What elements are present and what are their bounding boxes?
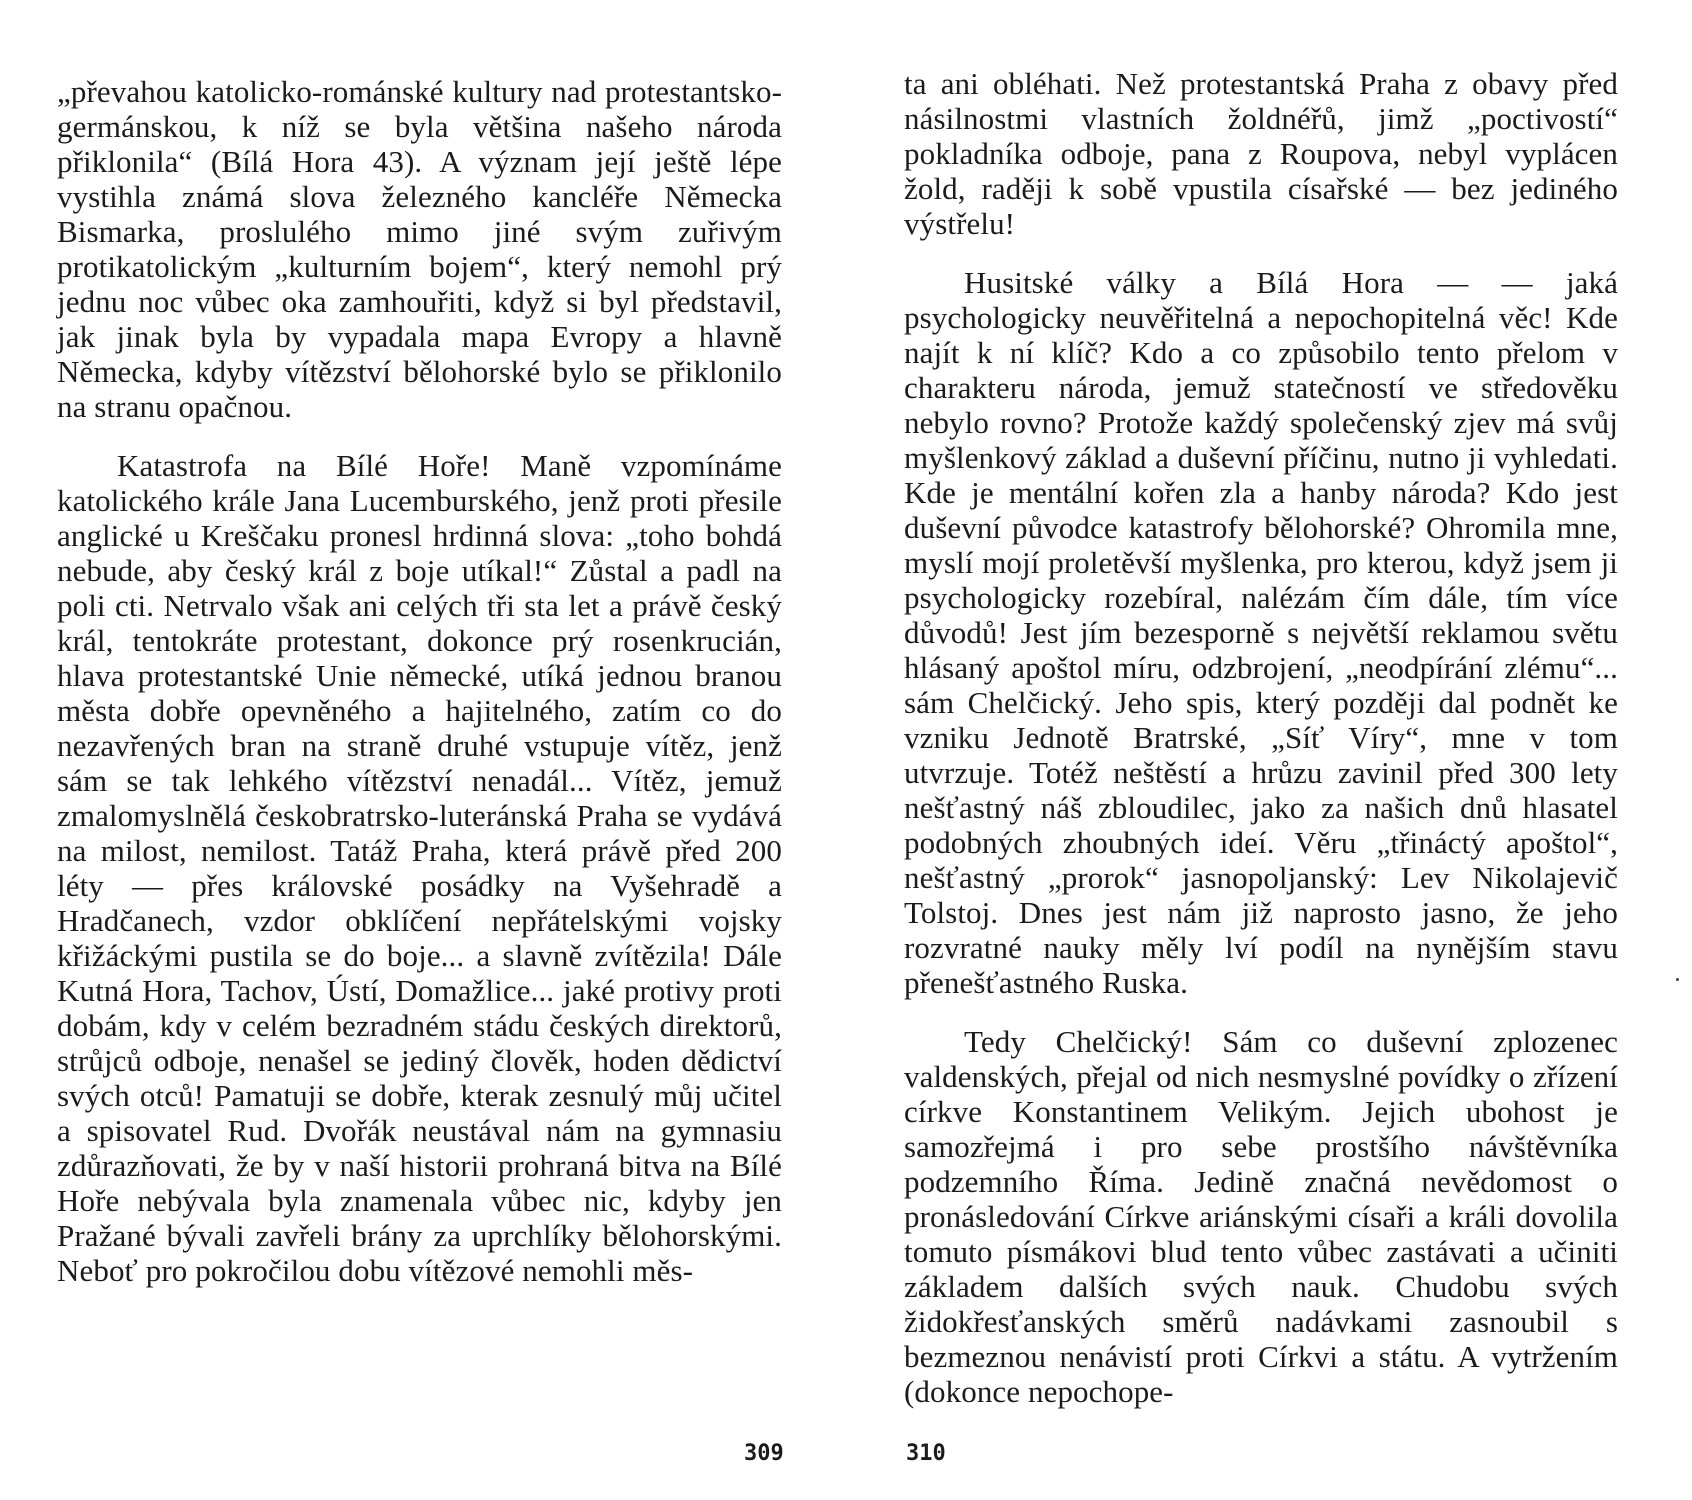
page-number: 310 xyxy=(906,1441,946,1466)
right-page-text xyxy=(904,66,1618,1433)
paragraph: ta ani obléhati. Než protestantská Praha z obavy před násilnostmi vlastních žoldnéřů, jimž „poctivostí“ pokladníka odboje, pana z Roupova, nebyl vyplácen žold, raději k sobě vpustila císařské — bez jediného výstřelu! xyxy=(904,66,1618,241)
paragraph: „převahou katolicko-románské kultury nad protestantsko-germánskou, k níž se byla většina našeho národa přiklonila“ (Bílá Hora 43). A význam její ještě lépe vystihla známá slova železného kancléře Německa Bismarka, proslulého mimo jiné svým zuřivým protikatolickým „kulturním bojem“, který nemohl prý jednu noc vůbec oka zamhouřiti, když si byl představil, jak jinak byla by vypadala mapa Evropy a hlavně Německa, kdyby vítězství bělohorské bylo se přiklonilo na stranu opačnou. xyxy=(57,74,782,424)
paragraph: Tedy Chelčický! Sám co duševní zplozenec valdenských, přejal od nich nesmyslné povídky o zřízení církve Konstantinem Velikým. Jejich ubohost je samozřejmá i pro sebe prostšího návštěvníka podzemního Říma. Jedině značná nevědomost o pronásledování Církve ariánskými císaři a králi dovolila tomuto písmákovi blud tento vůbec zastávati a učiniti základem dalších svých nauk. Chudobu svých židokřesťanských směrů nadávkami zasnoubil s bezmeznou nenávistí proti Církvi a státu. A vytržením (dokonce nepochope- xyxy=(904,1024,1618,1409)
print-speck xyxy=(1676,978,1679,981)
left-page-text xyxy=(57,74,782,1312)
paragraph: Katastrofa na Bílé Hoře! Maně vzpomínáme katolického krále Jana Lucemburského, jenž proti přesile anglické u Kreščaku pronesl hrdinná slova: „toho bohdá nebude, aby český král z boje utíkal!“ Zůstal a padl na poli cti. Netrvalo však ani celých tři sta let a právě český král, tentokráte protestant, dokonce prý rosenkrucián, hlava protestantské Unie německé, utíká jednou branou města dobře opevněného a hajitelného, zatím co do nezavřených bran na straně druhé vstupuje vítěz, jenž sám se tak lehkého vítězství nenadál... Vítěz, jemuž zmalomyslnělá českobratrsko-luteránská Praha se vydává na milost, nemilost. Tatáž Praha, která právě před 200 léty — přes královské posádky na Vyšehradě a Hradčanech, vzdor obklíčení nepřátelskými vojsky křižáckými pustila se do boje... a slavně zvítězila! Dále Kutná Hora, Tachov, Ústí, Domažlice... jaké protivy proti dobám, kdy v celém bezradném stádu českých direktorů, strůjců odboje, nenašel se jediný člověk, hoden dědictví svých otců! Pamatuji se dobře, kterak zesnulý můj učitel a spisovatel Rud. Dvořák neustával nám na gymnasiu zdůrazňovati, že by v naší historii prohraná bitva na Bílé Hoře nebývala byla znamenala vůbec nic, kdyby jen Pražané bývali zavřeli brány za uprchlíky bělohorskými. Neboť pro pokročilou dobu vítězové nemohli měs- xyxy=(57,448,782,1288)
paragraph: Husitské války a Bílá Hora — — jaká psychologicky neuvěřitelná a nepochopitelná věc! Kde najít k ní klíč? Kdo a co způsobilo tento přelom v charakteru národa, jemuž statečností ve středověku nebylo rovno? Protože každý společenský zjev má svůj myšlenkový základ a duševní příčinu, nutno ji vyhledati. Kde je mentální kořen zla a hanby národa? Kdo jest duševní původce katastrofy bělohorské? Ohromila mne, myslí mojí proletěvší myšlenka, pro kterou, když jsem ji psychologicky rozebíral, nalézám čím dále, tím více důvodů! Jest jím bezesporně s největší reklamou světu hlásaný apoštol míru, odzbrojení, „neodpírání zlému“... sám Chelčický. Jeho spis, který později dal podnět ke vzniku Jednotě Bratrské, „Síť Víry“, mne v tom utvrzuje. Totéž neštěstí a hrůzu zavinil před 300 lety nešťastný náš zbloudilec, jako za našich dnů hlasatel podobných zhoubných ideí. Věru „třináctý apoštol“, nešťastný „prorok“ jasnopoljanský: Lev Nikolajevič Tolstoj. Dnes jest nám již naprosto jasno, že jeho rozvratné nauky měly lví podíl na nynějším stavu přenešťastného Ruska. xyxy=(904,265,1618,1000)
page-number: 309 xyxy=(744,1441,784,1466)
right-page xyxy=(846,0,1692,1500)
